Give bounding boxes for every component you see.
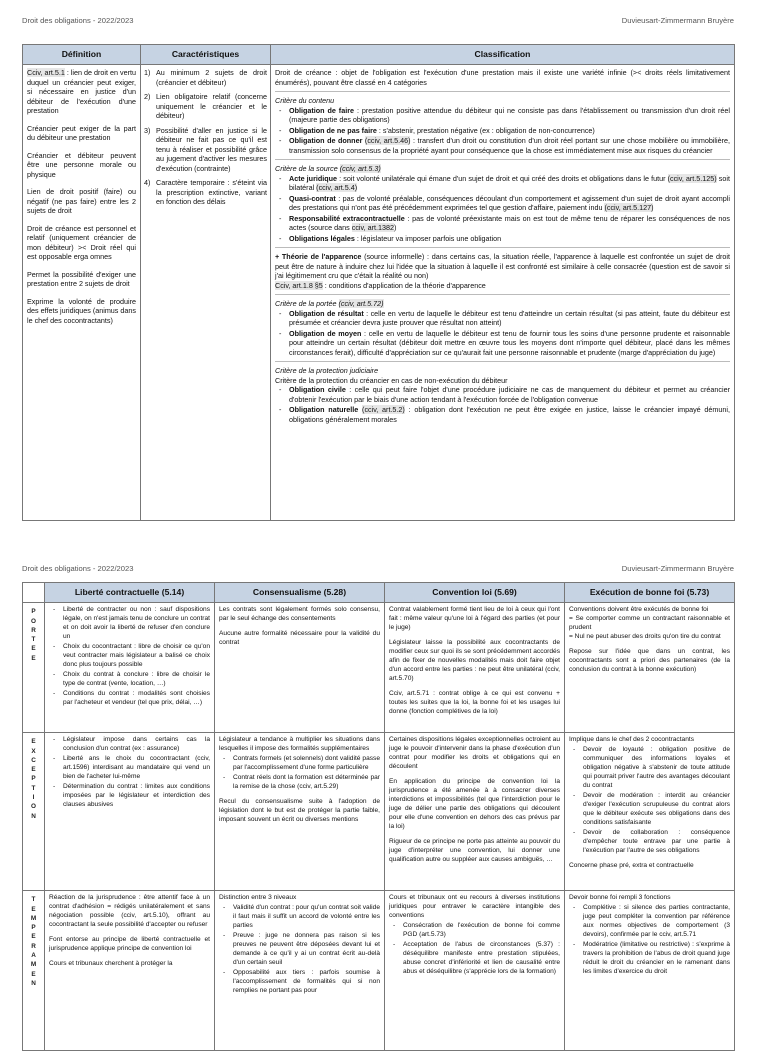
row-label-temperament: T E M P E R A M E N [23,891,45,1051]
temperament-liberte: Réaction de la jurisprudence : être attentif face à un contrat d'adhésion = rédigés unilatéralement et sans négociation possible (cciv, art.5.10), offrant au cocontractant la seule possibilité d'accepter ou refuser Font entorse au principe de liberté contractuelle et jurisprudence applique principe de convention loi Cours et tribunaux cherchent à protéger la [45,891,215,1051]
col-header-definition: Définition [23,45,141,65]
definition-cell [23,65,141,521]
critere-contenu [275,91,730,155]
critere-source [275,159,730,243]
col-header-convention: Convention loi (5.69) [385,583,565,603]
principes-table [22,582,735,1051]
col-header-caracteristiques: Caractéristiques [141,45,271,65]
exception-convention: Certaines dispositions légales exceptionnelles octroient au juge le pouvoir d'intervenir dans la phase d'exécution d'un contrat pour modifier les droits et obligations qui en découlent En application du principe de convention loi la jurisprudence a été amenée à à consacrer diverses interdictions et impossibilités (tel que l'interdiction pour le juge de délier une partie des obligations qui découlent pour elle d'une convention en dehors des cas prévus par la loi) Rigueur de ce principe ne porte pas atteinte au pouvoir du juge d'interpréter une convention, lui donner une qualification autre ou suppléer aux causes ambiguës, … [385,733,565,891]
course-title: Droit des obligations - 2022/2023 [22,563,134,573]
portee-convention: Contrat valablement formé tient lieu de loi à ceux qui l'ont fait : même valeur qu'une loi à l'égard des parties (et pour le juge) Législateur laisse la possibilité aux cocontractants de modifier ceux sur quoi ils se sont précédemment accordés afin de fixer de nouvelles modalités mais doit faire objet d'un accord entre les parties : ne peut être unilatéral (cciv, art.5.70) Cciv, art.5.71 : contrat oblige à ce qui est convenu + toutes les suites que la loi, la bonne foi et les usages lui donne (fonction complétives de la loi) [385,603,565,733]
critere-list [275,106,730,156]
running-header [22,562,734,574]
exception-liberte: - Législateur impose dans certains cas la conclusion d'un contrat (ex : assurance) - Liberté ans le choix du cocontractant (cciv, art.1596) interdisant au mandataire qui vend un bien de l'acheter lui-même - Détermination du contrat : limites aux conditions imposées par le législateur et interdiction des clauses abusives [45,733,215,891]
temperament-consensualisme: Distinction entre 3 niveaux - Validité d'un contrat : pour qu'un contrat soit valide il faut mais il suffit un accord de volonté entre les parties - Preuve : juge ne donnera pas raison si les preuves ne peuvent être déposées devant lui et demande à ce qu'il y ai un contrat écrit au-delà d'un certain seuil - Opposabilité aux tiers : parfois soumise à l'accomplissement de formalités qui si non remplies ne portant pas pour [215,891,385,1051]
critere-title: Critère de la source (cciv, art.5.3) [275,164,381,174]
definition-paragraph: Cciv, art.5.1 : lien de droit en vertu duquel un créancier peut exiger, si nécessaire en justice d'un débiteur de l'exécution d'une prestation [27,68,136,116]
col-header-bonnefoi: Exécution de bonne foi (5.73) [565,583,735,603]
list-item: - Obligation de moyen : celle en vertu de laquelle le débiteur est tenu de fournir tous les soins d'une personne prudente et raisonnable pour atteindre un certain résultat (débiteur doit mettre en œuvre tous les moyens dont n'importe quel débiteur, placé dans les mêmes circonstances ferait), difficulté d'appréciation sur ce qu'aurait fait une personne raisonnable et prudente (marge d'appréciation du juge) [289,329,730,358]
corner-cell [23,583,45,603]
critere-list [275,309,730,358]
critere-list [275,385,730,424]
col-header-liberte: Liberté contractuelle (5.14) [45,583,215,603]
caracteristique-item: 1) Au minimum 2 sujets de droit (créancier et débiteur) [144,68,267,87]
obligation-table [22,44,735,521]
definition-paragraph: Créancier peut exiger de la part du débiteur une prestation [27,123,136,143]
caracteristiques-cell [141,65,271,521]
critere-title: Critère de la protection judiciaire [275,366,379,376]
col-header-consensualisme: Consensualisme (5.28) [215,583,385,603]
caracteristique-item: 2) Lien obligatoire relatif (concerne uniquement le créancier et le débiteur) [144,92,267,121]
portee-liberte: - Liberté de contracter ou non : sauf dispositions légale, on n'est jamais tenu de conclure un contrat et on doit avoir la liberté de refuser d'en conclure un - Choix du cocontractant : libre de choisir ce qu'on veut contracter mais législateur a balisé ce choix donc plus toujours possible - Choix du contrat à conclure : libre de choisir le type de contrat (vente, location, …) - Conditions du contrat : modalités sont choisies par l'acheteur et vendeur (tel que prix, délai, …) [45,603,215,733]
critere-list [275,174,730,244]
theorie-apparence: + Théorie de l'apparence (source informelle) : dans certains cas, la situation réelle, l'apparence à laquelle est confrontée un sujet de droit peut être de nature à induire chez lui l'idée que la situation à laquelle il est confronté est similaire à celle consacrée (question est de savoir si j'ai légitimement cru que c'était la réalité ou non) Cciv, art.1.8 §5 : conditions d'application de la théorie d'apparence [275,247,730,290]
list-item: - Obligation de résultat : celle en vertu de laquelle le débiteur est tenu d'atteindre un certain résultat (si pas atteint, faute du débiteur est présumée et créancier devra juste prouver que résultat non atteint) [289,309,730,328]
temperament-convention: Cours et tribunaux ont eu recours à diverses institutions juridiques pour entraver le caractère intangible des conventions - Consécration de l'exécution de bonne foi comme PGD (art.5.73) - Acceptation de l'abus de circonstances (5.37) : déséquilibre manifeste entre prestation stipulées, abuse concret d'infériorité et lien de causalité entre abus et déséquilibre (s'apprécie lors de la formation) [385,891,565,1051]
definition-paragraph: Droit de créance est personnel et relatif (uniquement créancier de mon débiteur) >< Droit réel qui est opposable erga omnes [27,223,136,262]
classification-cell [271,65,735,521]
author-names: Duvieusart-Zimmermann Bruyère [621,563,734,573]
exception-consensualisme: Législateur a tendance à multiplier les situations dans lesquelles il impose des formalités supplémentaires - Contrats formels (et solennels) dont validité passe par l'accomplissement d'une forme particulière - Contrat réels dont la formation est déterminée par la remise de la chose (cciv, art.5.29) Recul du consensualisme suite à l'adoption de législation dont le but est de protéger la partie faible, imposant souvent un écrit ou diverses mentions [215,733,385,891]
classification-intro: Droit de créance : objet de l'obligation est l'exécution d'une prestation mais il existe une variété infinie (>< droits réels limitativement énumérés), pouvant être classé en 4 catégories [275,68,730,87]
definition-paragraph: Permet la possibilité d'exiger une prestation entre 2 sujets de droit [27,269,136,289]
list-item: - Obligation civile : celle qui peut faire l'objet d'une procédure judiciaire ne cas de manquement du débiteur et permet au créancier d'obtenir l'exécution par le biais d'une action tendant à l'exécution forcée de l'obligation convenue [289,385,730,404]
critere-intro: Critère de la protection du créancier en cas de non-exécution du débiteur [275,375,508,385]
caracteristique-item: 3) Possibilité d'aller en justice si le débiteur ne fait pas ce qu'il est tenu à réaliser et possibilité grâce au jugement d'activer les mesures d'exécution (contrainte) [144,125,267,173]
portee-consensualisme: Les contrats sont légalement formés solo consensu, par le seul échange des consentements Aucune autre formalité nécessaire pour la validité du contrat [215,603,385,733]
exception-bonnefoi: Implique dans le chef des 2 cocontractants - Devoir de loyauté : obligation positive de communiquer des informations loyales et obligation négative à s'abstenir de toute attitude qui pourrait priver l'autre des avantages découlant du contrat - Devoir de modération : interdit au créancier d'exiger l'exécution scrupuleuse du contrat alors que le débiteur exécute ses obligations dans des conditions satisfaisante - Devoir de collaboration : conséquence d'empêcher toute entrave par une partie à l'exécution par l'autre de ses obligations Concerne phase pré, extra et contractuelle [565,733,735,891]
list-item: - Acte juridique : soit volonté unilatérale qui émane d'un sujet de droit et qui créé des droits et obligations dans le futur (cciv, art.5.125) soit bilatéral (cciv, art.5.4) [289,174,730,193]
critere-portee [275,294,730,357]
caracteristique-item: 4) Caractère temporaire : s'éteint via la prescription extinctive, variant en fonction des délais [144,178,267,207]
list-item: - Obligation de donner (cciv, art.5.46) : transfert d'un droit ou constitution d'un droit réel portant sur une chose mobilière ou immobilière, transmission solo consensus de la propriété ayant pour conséquence que la chose est immédiatement mise aux risques du créancier [289,136,730,155]
definition-paragraph: Lien de droit positif (faire) ou négatif (ne pas faire) entre les 2 sujets de droit [27,187,136,216]
row-label-portee: P O R T E E [23,603,45,733]
course-title: Droit des obligations - 2022/2023 [22,15,134,25]
temperament-bonnefoi: Devoir bonne foi rempli 3 fonctions - Complétive : si silence des parties contractante, juge peut compléter la convention par référence aux normes objectives de comportement (3 devoirs), confirmée par le cciv, art.5.71 - Modératrice (limitative ou restrictive) : s'exprime à travers la prohibition de l'abus de droit quand juge réduit le droit du créancier en le ramenant dans les limites d'exercice du droit [565,891,735,1051]
list-item: - Responsabilité extracontractuelle : pas de volonté préexistante mais on est tout de même tenu de réparer les conséquences de nos actes (source dans cciv, art.1382) [289,214,730,233]
list-item: - Quasi-contrat : pas de volonté préalable, conséquences découlant d'un comportement et agissement d'un sujet de droit ayant accompli des prestations qui n'ont pas été précédemment exprimées tel que gestion d'affaire, paiement indu (cciv, art.5.127) [289,194,730,213]
critere-title: Critère de la portée (cciv, art.5.72) [275,299,384,309]
portee-bonnefoi: Conventions doivent être exécutés de bonne foi = Se comporter comme un contractant raisonnable et prudent = Nul ne peut abuser des droits qu'on tire du contrat Repose sur l'idée que dans un contrat, les cocontractants sont a priori des partenaires (de la conclusion du contrat à la bonne exécution) [565,603,735,733]
definition-paragraph: Créancier et débiteur peuvent être une personne morale ou physique [27,150,136,179]
col-header-classification: Classification [271,45,735,65]
list-item: - Obligation de faire : prestation positive attendue du débiteur qui ne consiste pas dans l'établissement ou transmission d'un droit réel (majeure partie des obligations) [289,106,730,125]
list-item: - Obligations légales : législateur va imposer parfois une obligation [289,234,730,244]
author-names: Duvieusart-Zimmermann Bruyère [621,15,734,25]
definition-paragraph: Exprime la volonté de produire des effets juridiques (animus dans le chef des cocontractants) [27,296,136,325]
list-item: - Obligation de ne pas faire : s'abstenir, prestation négative (ex : obligation de non-concurrence) [289,126,730,136]
running-header [22,14,734,26]
critere-title: Critère du contenu [275,96,335,106]
critere-protection [275,361,730,424]
row-label-exception: E X C E P T I O N [23,733,45,891]
list-item: - Obligation naturelle (cciv, art.5.2) : obligation dont l'exécution ne peut être exigée en justice, laisse le créancier impayé démuni, obligations généralement morales [289,405,730,424]
